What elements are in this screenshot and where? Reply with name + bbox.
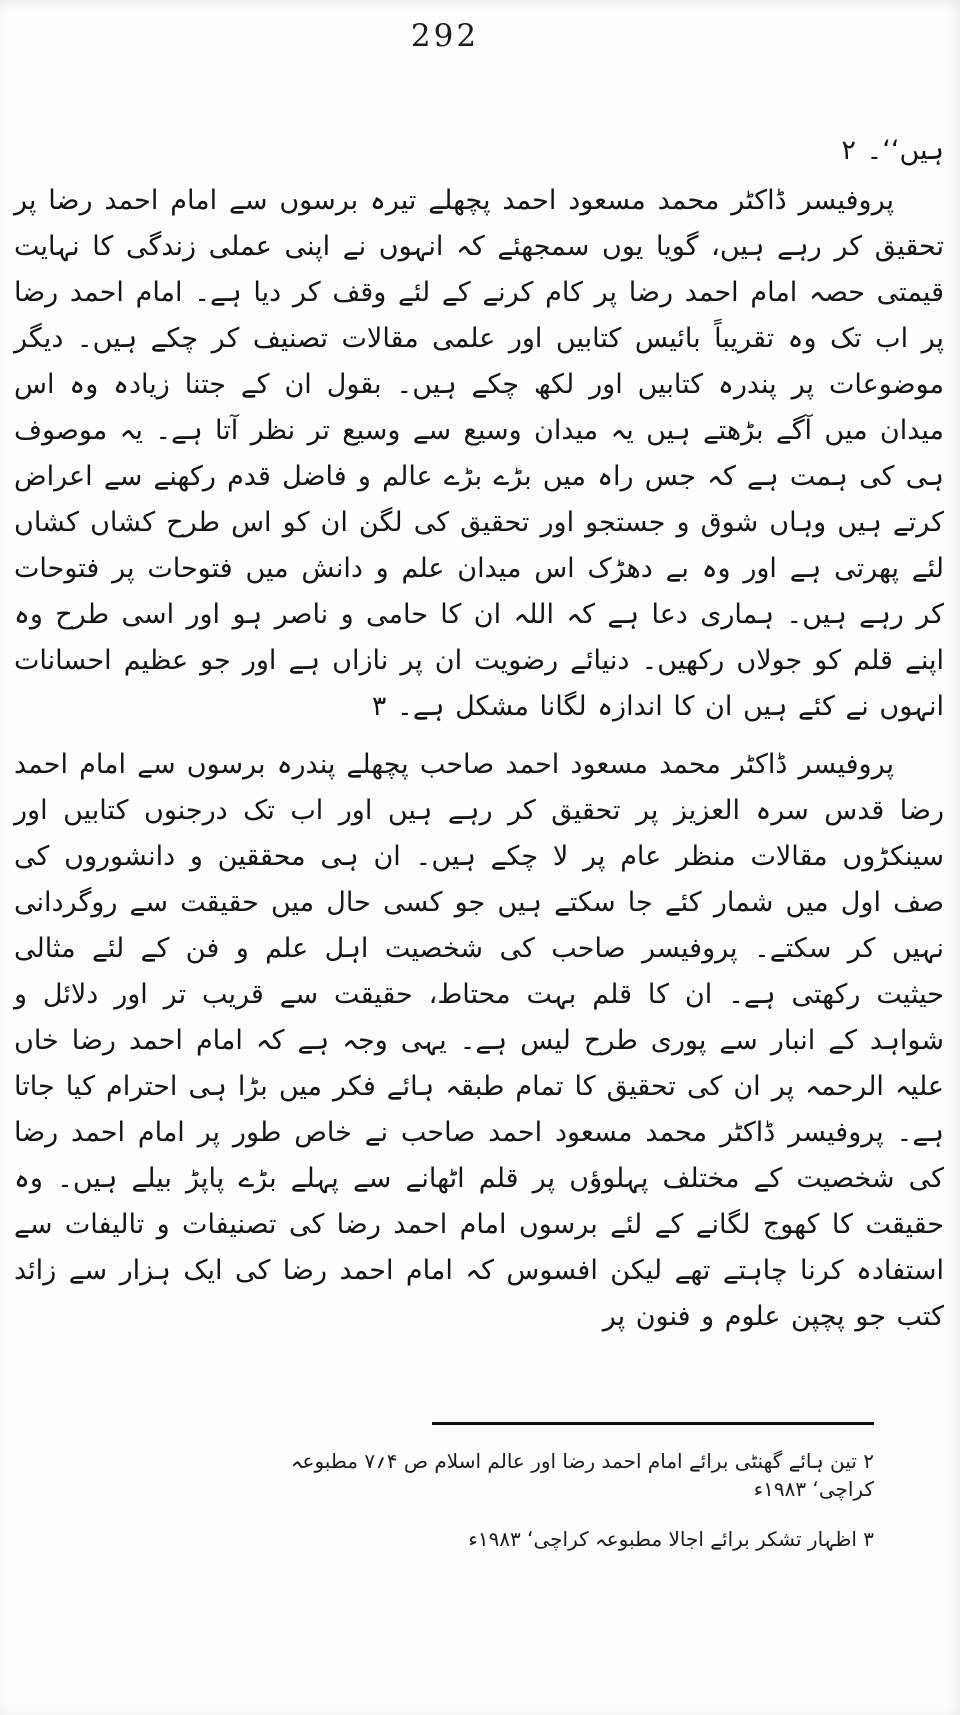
page-number: 292 [410,18,480,54]
footnote-area [234,1422,874,1553]
body-text-block [14,128,944,1340]
footnote-divider [432,1422,874,1425]
footnote-1: ۲ تین ہائے گھنٹی برائے امام احمد رضا اور عالم اسلام ص ۴؍۷ مطبوعہ کراچی‘ ۱۹۸۳ء [290,1449,874,1501]
paragraph-1: پروفیسر ڈاکٹر محمد مسعود احمد پچھلے تیرہ برسوں سے امام احمد رضا پر تحقیق کر رہے ہیں، گویا یوں سمجھئے کہ انہوں نے اپنی عملی زندگی کا نہایت قیمتی حصہ امام احمد رضا پر کام کرنے کے لئے وقف کر دیا ہے۔ امام احمد رضا پر اب تک وہ تقریباً بائیس کتابیں اور علمی مقالات تصنیف کر چکے ہیں۔ دیگر موضوعات پر پندرہ کتابیں اور لکھ چکے ہیں۔ بقول ان کے جتنا زیادہ وہ اس میدان میں آگے بڑھتے ہیں یہ میدان وسیع سے وسیع تر نظر آتا ہے۔ یہ موصوف ہی کی ہمت ہے کہ جس راہ میں بڑے بڑے عالم و فاضل قدم رکھنے سے اعراض کرتے ہیں وہاں شوق و جستجو اور تحقیق کی لگن ان کو اس طرح کشاں کشاں لئے پھرتی ہے اور وہ بے دھڑک اس میدان علم و دانش میں فتوحات پر فتوحات کر رہے ہیں۔ ہماری دعا ہے کہ اللہ ان کا حامی و ناصر ہو اور اسی طرح وہ اپنے قلم کو جولاں رکھیں۔ دنیائے رضویت ان پر نازاں ہے اور جو عظیم احسانات انہوں نے کئے ہیں ان کا اندازہ لگانا مشکل ہے۔ ۳ [14,185,944,722]
footnote-2: ۳ اظہار تشکر برائے اجالا مطبوعہ کراچی‘ ۱۹۸۳ء [468,1527,874,1551]
continuation-line: ہیں‘‘۔ ۲ [841,135,944,166]
paragraph-2: پروفیسر ڈاکٹر محمد مسعود احمد صاحب پچھلے پندرہ برسوں سے امام احمد رضا قدس سرہ العزیز پر تحقیق کر رہے ہیں اور اب تک درجنوں کتابیں اور سینکڑوں مقالات منظر عام پر لا چکے ہیں۔ ان ہی محققین و دانشوروں کی صف اول میں شمار کئے جا سکتے ہیں جو کسی حال میں حقیقت سے روگردانی نہیں کر سکتے۔ پروفیسر صاحب کی شخصیت اہل علم و فن کے لئے مثالی حیثیت رکھتی ہے۔ ان کا قلم بہت محتاط، حقیقت سے قریب تر اور دلائل و شواہد کے انبار سے پوری طرح لیس ہے۔ یہی وجہ ہے کہ امام احمد رضا خاں علیہ الرحمہ پر ان کی تحقیق کا تمام طبقہ ہائے فکر میں بڑا ہی احترام کیا جاتا ہے۔ پروفیسر ڈاکٹر محمد مسعود احمد صاحب نے خاص طور پر امام احمد رضا کی شخصیت کے مختلف پہلوؤں پر قلم اٹھانے سے پہلے بڑے پاپڑ بیلے ہیں۔ وہ حقیقت کا کھوج لگانے کے لئے برسوں امام احمد رضا کی تصنیفات و تالیفات سے استفادہ کرنا چاہتے تھے لیکن افسوس کہ امام احمد رضا کی ایک ہزار سے زائد کتب جو پچپن علوم و فنون پر [14,749,944,1332]
